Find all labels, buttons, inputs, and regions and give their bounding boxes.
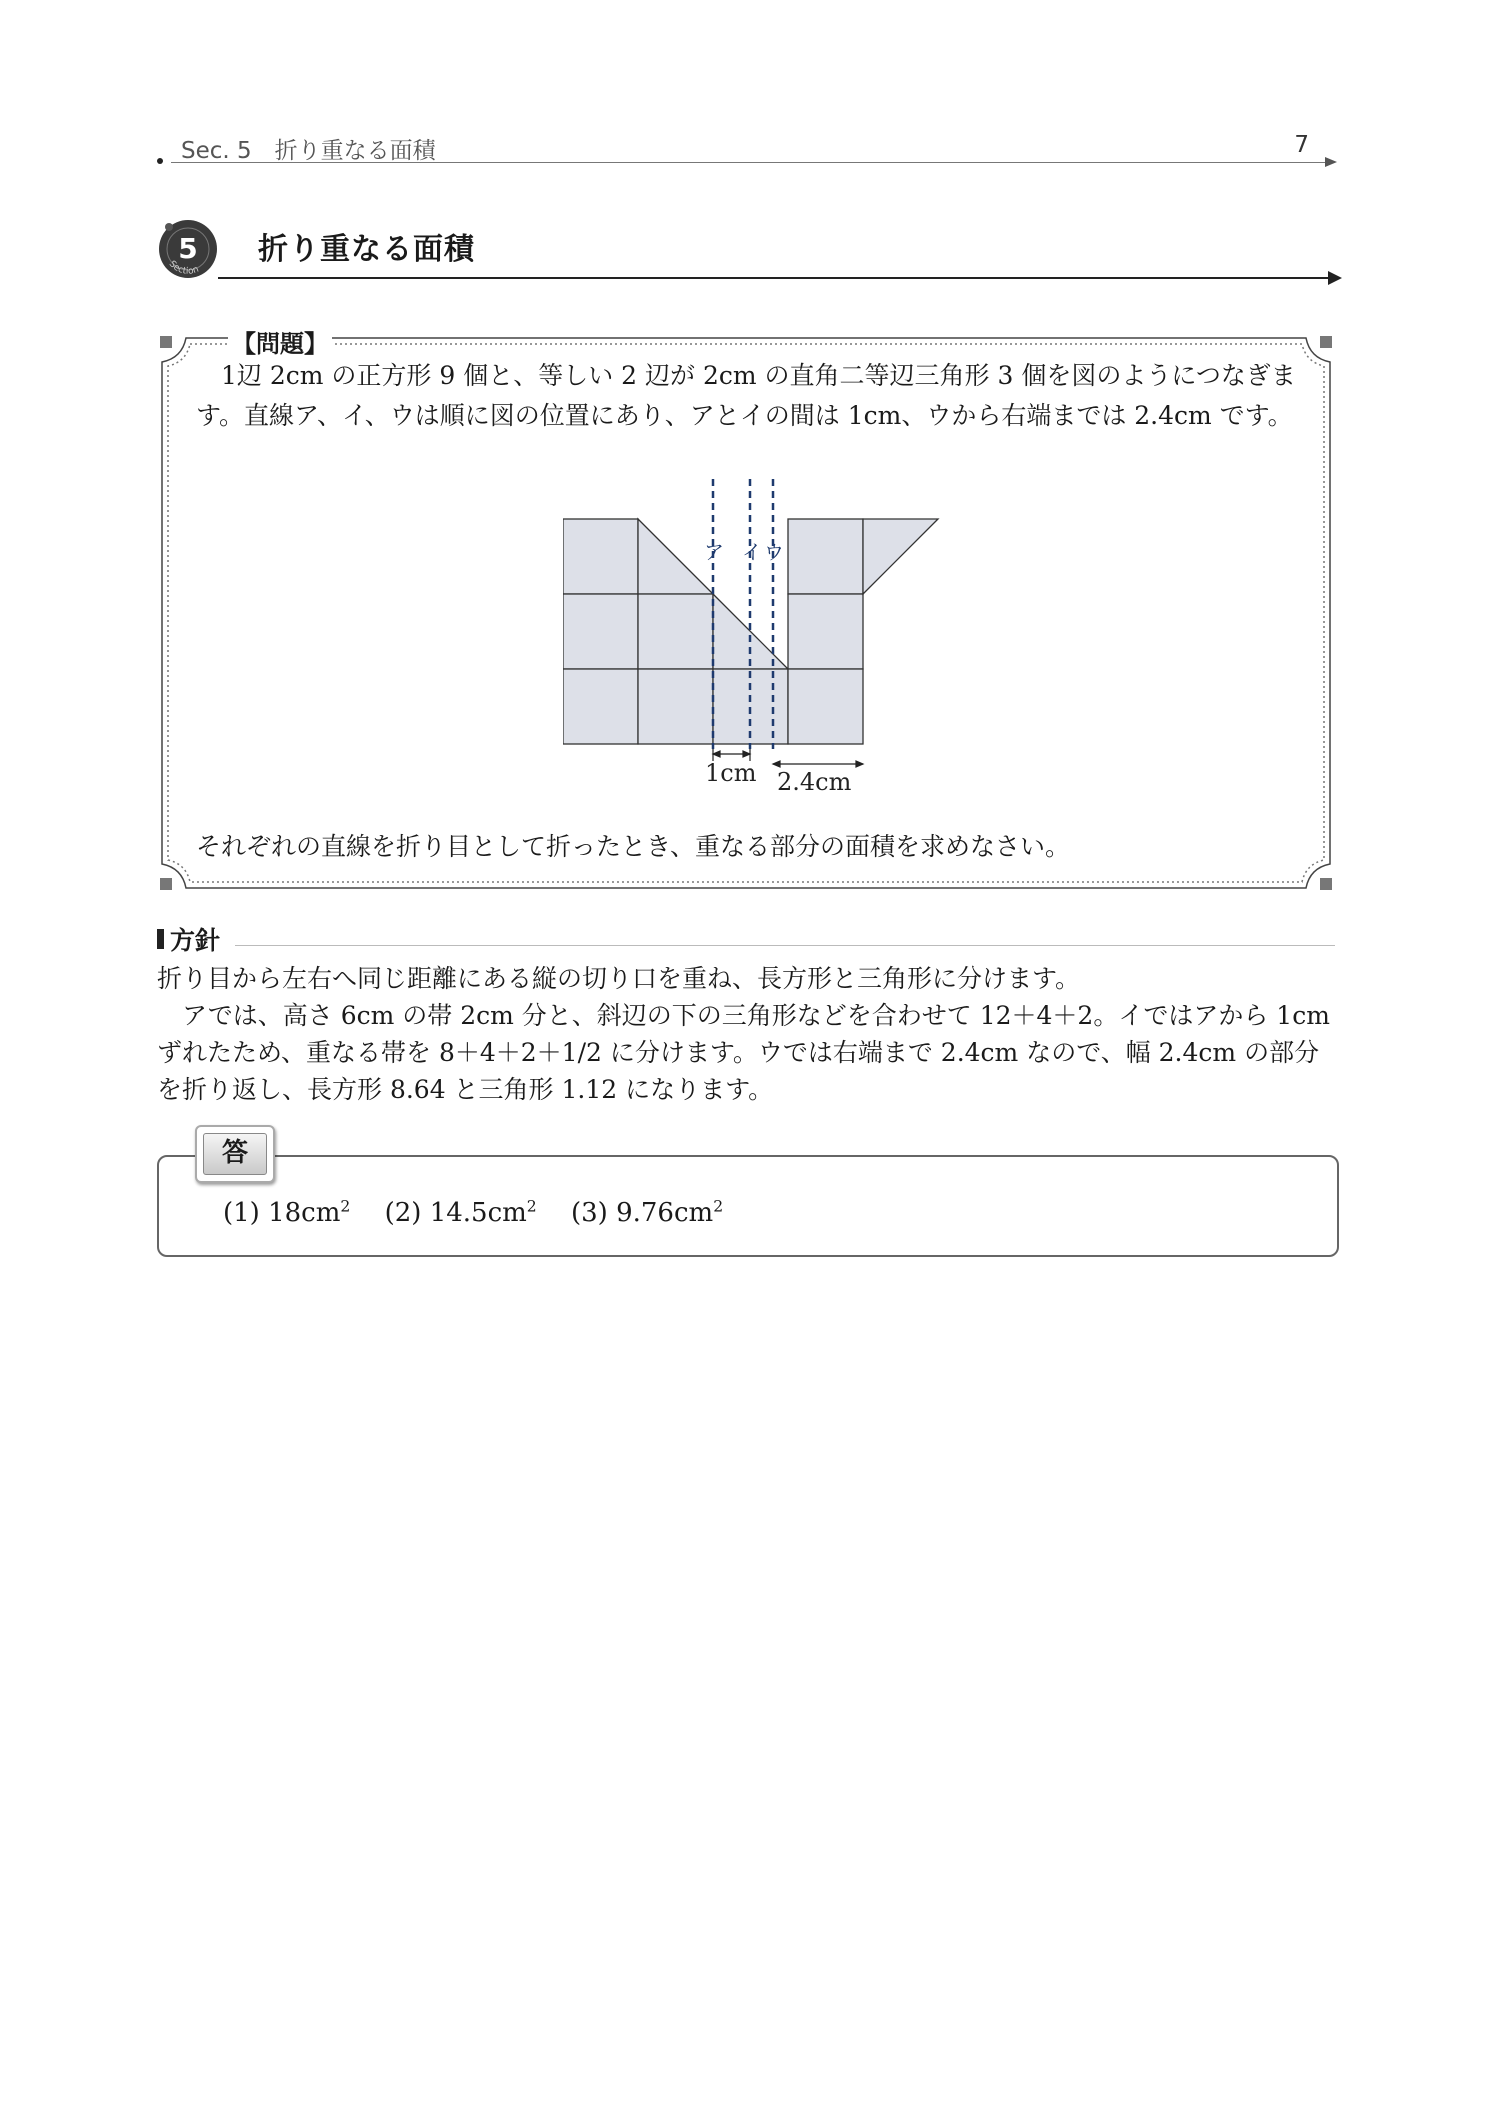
- square: [788, 519, 863, 594]
- section-arrow-icon: [1328, 271, 1342, 285]
- problem-box: [160, 330, 1332, 890]
- square: [638, 594, 713, 669]
- triangle: [638, 519, 713, 594]
- answer-2-exponent: 2: [526, 1197, 537, 1215]
- heading-marker-icon: [157, 929, 164, 949]
- header-bullet: [157, 158, 163, 164]
- answer-list: [223, 1197, 749, 1228]
- answer-1-exponent: 2: [340, 1197, 351, 1215]
- answer-item-2: [385, 1198, 537, 1228]
- section-badge-graphic: [157, 218, 219, 280]
- square: [563, 594, 638, 669]
- header-rule: [171, 162, 1331, 163]
- section-title-rule: [218, 277, 1330, 279]
- answer-box: [157, 1138, 1339, 1257]
- section-badge-ring-text: Section: [166, 259, 201, 277]
- answer-3-exponent: 2: [713, 1197, 724, 1215]
- policy-heading: [157, 921, 1335, 955]
- square: [563, 519, 638, 594]
- policy-line-2: アでは、高さ 6cm の帯 2cm 分と、斜辺の下の三角形などを合わせて 12＋4＋2。イではアから 1cm ずれたため、重なる帯を 8＋4＋2＋1/2 に分けます。ウでは右端まで 2.4cm なので、幅 2.4cm の部分を折り返し、長方形 8.64 と三角形 1.12 になります。: [157, 1001, 1330, 1104]
- policy-rule: [235, 945, 1335, 946]
- answer-badge-label: 答: [203, 1133, 267, 1175]
- problem-figure: [563, 479, 963, 823]
- policy-title: 方針: [170, 926, 221, 955]
- fold-label-u: ウ: [764, 540, 784, 564]
- problem-label: 【問題】: [228, 324, 332, 359]
- square: [563, 669, 638, 744]
- answer-badge: [195, 1125, 275, 1183]
- page-number: 7: [1294, 132, 1309, 158]
- header-section-label: Sec. 5 折り重なる面積: [181, 138, 436, 164]
- section-number-badge: [157, 218, 219, 280]
- answer-2-text: (2) 14.5cm: [384, 1197, 527, 1228]
- header-arrow-icon: [1325, 157, 1337, 167]
- answer-3-text: (3) 9.76cm: [570, 1197, 714, 1228]
- square: [788, 669, 863, 744]
- fold-label-i: イ: [742, 540, 762, 564]
- answer-item-1: [223, 1198, 350, 1228]
- section-title: 折り重なる面積: [258, 232, 475, 267]
- policy-body: [157, 960, 1342, 1108]
- answer-item-3: [571, 1198, 723, 1228]
- policy-line-1: 折り目から左右へ同じ距離にある縦の切り口を重ね、長方形と三角形に分けます。: [157, 964, 1081, 993]
- dimension-label-1cm: 1cm: [705, 759, 757, 787]
- dimension-label-2-4cm: 2.4cm: [777, 768, 852, 796]
- problem-question: それぞれの直線を折り目として折ったとき、重なる部分の面積を求めなさい。: [196, 832, 1071, 861]
- fold-label-a: ア: [704, 540, 724, 564]
- square: [788, 594, 863, 669]
- section-number: 5: [178, 232, 198, 265]
- figure-diagram: [563, 479, 963, 819]
- triangle: [863, 519, 938, 594]
- running-header: [157, 128, 1337, 168]
- problem-statement: 1辺 2cm の正方形 9 個と、等しい 2 辺が 2cm の直角二等辺三角形 3 個を図のようにつなぎます。直線ア、イ、ウは順に図の位置にあり、アとイの間は 1cm、ウから右端までは 2.4cm です。: [196, 361, 1296, 430]
- square: [638, 669, 713, 744]
- answer-1-text: (1) 18cm: [223, 1197, 341, 1228]
